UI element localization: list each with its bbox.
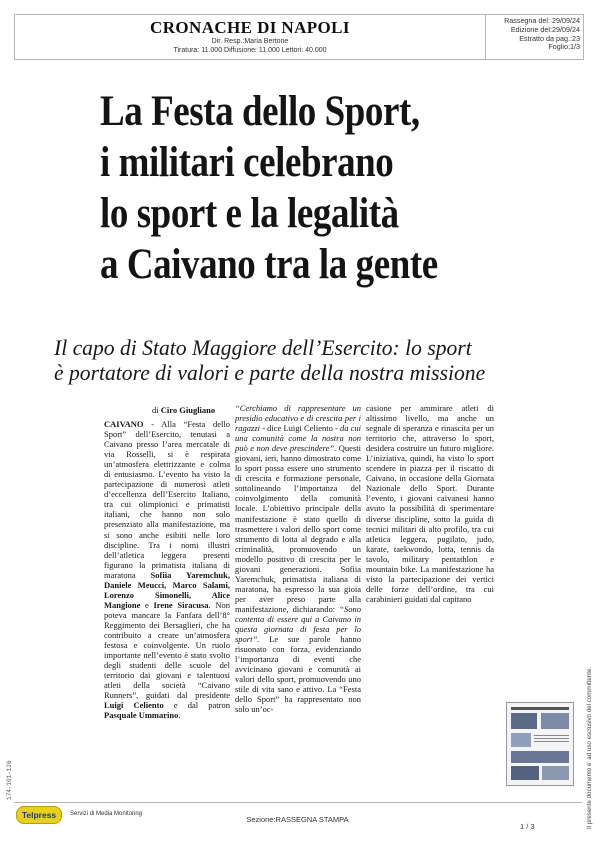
- president-name: Luigi Celiento: [104, 700, 164, 711]
- headline-line: a Caivano tra la gente: [100, 241, 438, 288]
- quote: “Sono contenta di essere qui a Caivano in questa giornata di festa per lo sport”.: [235, 603, 361, 645]
- thumbnail-photo: [511, 766, 539, 780]
- byline-prefix: di: [152, 405, 161, 415]
- column-paragraph: [104, 419, 230, 720]
- edition-date: Edizione del:29/09/24: [510, 24, 580, 34]
- dateline: CAIVANO: [104, 419, 144, 429]
- document-code: 174-101-126: [6, 760, 13, 800]
- subheadline-line: Il capo di Stato Maggiore dell’Esercito: lo sport: [54, 335, 472, 360]
- telpress-logo: Telpress: [16, 806, 62, 824]
- publication-director: Dir. Resp.:Maria Bertone: [211, 38, 289, 45]
- thumbnail-photo: [541, 713, 569, 729]
- author-name: Ciro Giugliano: [160, 405, 216, 415]
- article-headline: [100, 86, 461, 290]
- athlete-name: Irene Siracusa: [153, 599, 209, 610]
- column-paragraph: casione per ammirare atleti di altissimo livello, ma anche un segnale di speranza e rinascita per un territorio che, attraverso lo sport, desidera costruire un futuro migliore. L’iniziativa, quindi, ha visto lo sport scendere in piazza per il riscatto di Caivano, in occasione della Giornata Nazionale dello Sport. Durante l’evento, i giovani caivanesi hanno avuto la possibilità di sperimentare diverse discipline, sotto la guida di tecnici militari di alto profilo, tra cui atletica leggera, pugilato, judo, karate, taekwondo, lotta, tennis da tavolo, military pentathlon e mountain bike. La manifestazione ha visto la partecipazione dei vertici delle forze dell’ordine, tra cui carabinieri guidati dal capitano: [366, 403, 494, 604]
- headline-line: La Festa dello Sport,: [100, 88, 420, 135]
- thumbnail-photo: [511, 713, 537, 729]
- body-text: - Alla “Festa dello Sport” dell’Esercito, tenutasi a Caivano presso l’area mercatale di via Rosselli, si è respirata un’atmosfera elettrizzante e colma di entusiasmo. L’evento ha visto la partecipazione di numerosi atleti d’eccellenza dell’Esercito Italiano, tra cui olimpionici e primatisti italiani, che hanno non solo presenziato alla manifestazione, ma si sono anche esibiti nelle loro discipline. Tra i nomi illustri dell’atletica leggera presenti figurano la primatista italiana di maratona: [104, 419, 230, 580]
- page-number: 1 / 3: [520, 822, 535, 831]
- article-subheadline: [54, 335, 553, 385]
- rassegna-date: Rassegna del: 29/09/24: [504, 16, 580, 25]
- body-text: .: [178, 710, 181, 721]
- byline: [152, 405, 215, 415]
- body-text: e: [140, 599, 154, 610]
- column-paragraph: [235, 403, 361, 714]
- publication-info: [15, 15, 485, 59]
- body-text: Questi giovani, ieri, hanno dimostrato come lo sport possa essere uno strumento di crescita e formazione personale, sottolineando l’importanza del coinvolgimento della comunità locale. L’obiettivo principale della manifestazione è stato quello di trasmettere i valori dello sport come strumento di lotta al degrado e alla criminalità, promuovendo un modello positivo di crescita per le giovani generazioni. Sofiia Yaremchuk, primatista italiana di maratona, ha espresso la sua gioia per aver preso parte alla manifestazione, dichiarando:: [235, 443, 361, 614]
- headline-line: i militari celebrano: [100, 139, 394, 186]
- body-text: . Non poteva mancare la Fanfara dell’8° Reggimento dei Bersaglieri, che ha contribuito a creare un’atmosfera festosa e coinvolgente. Un ruolo importante nell’evento è stato svolto degli studenti delle scuole del territorio dai giovani e talentuosi atleti della società “Caivano Runners”, guidati dal presidente: [104, 599, 230, 701]
- clipping-info: [486, 17, 580, 52]
- document-header: [14, 14, 584, 60]
- quote: da cui una comunità come la nostra non può e non deve prescindere”.: [235, 423, 361, 454]
- thumbnail-photo: [511, 733, 531, 747]
- page-thumbnail: [506, 702, 574, 786]
- thumbnail-text-line: [534, 741, 569, 742]
- subheadline-line: è portatore di valori e parte della nostra missione: [54, 360, 486, 385]
- section-label: Sezione:RASSEGNA STAMPA: [246, 815, 349, 824]
- headline-line: lo sport e la legalità: [100, 190, 399, 237]
- usage-notice: Il presente documento e' ad uso esclusivo del committente.: [586, 666, 593, 829]
- quote: “Cerchiamo di rappresentare un presidio educativo e di crescita per i ragazzi: [235, 403, 361, 434]
- body-text: e dal patron: [163, 700, 230, 711]
- thumbnail-text-line: [534, 735, 569, 736]
- logo-tagline: Servizi di Media Monitoring: [70, 811, 143, 817]
- publication-circulation: Tiratura: 11.000 Diffusione: 11.000 Lettori: 40.000: [173, 47, 327, 54]
- thumbnail-text-line: [534, 738, 569, 739]
- article-column-1: [104, 419, 230, 720]
- sheet-number: Foglio:1/3: [548, 42, 580, 52]
- thumbnail-photo: [511, 751, 569, 763]
- body-text: Le sue parole hanno risuonato con forza, evidenziando l’importanza di eventi che avvicinano giovani e comunità ai valori dello sport, promuovendo uno stile di vita sano e attivo. La “Festa dello Sport” ha rappresentato non solo un’oc-: [235, 634, 361, 715]
- article-column-2: [235, 403, 361, 714]
- publication-name: CRONACHE DI NAPOLI: [150, 18, 350, 37]
- patron-name: Pasquale Ummarino: [104, 710, 179, 721]
- athlete-names: Sofiia Yaremchuk, Daniele Meucci, Marco Salami, Lorenzo Simonelli, Alice Mangione: [104, 569, 230, 610]
- thumbnail-header: [511, 707, 569, 710]
- body-text: - dice Luigi Celiento -: [260, 423, 340, 434]
- thumbnail-photo: [542, 766, 569, 780]
- extract-page: Estratto da pag.:23: [519, 33, 580, 43]
- footer-rule: [14, 802, 582, 803]
- article-column-3: [366, 403, 494, 604]
